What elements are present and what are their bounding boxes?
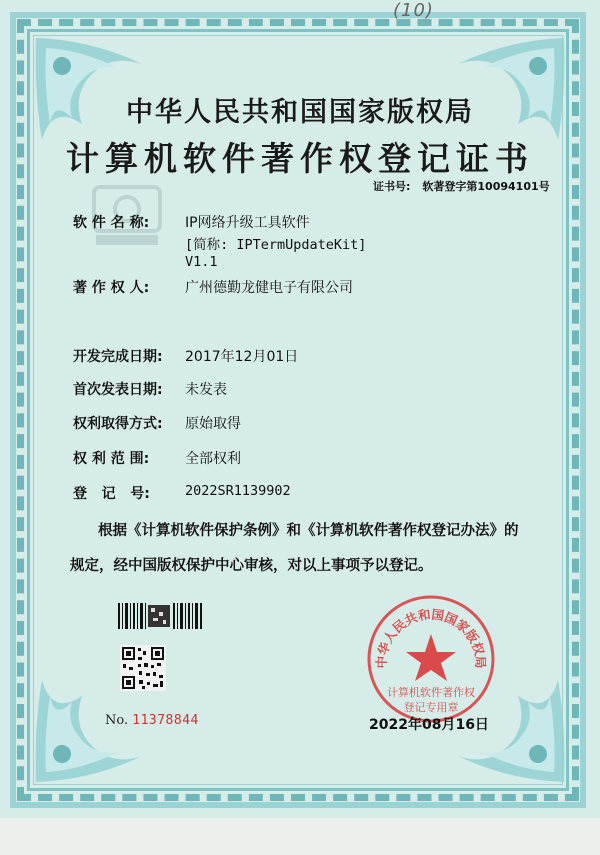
acquisition-value: 原始取得	[185, 416, 241, 432]
field-registration-no	[73, 483, 291, 503]
qr-code-icon	[120, 645, 166, 691]
handwritten-mark: (10)	[393, 0, 434, 21]
certificate-number-label: 证书号:	[373, 180, 411, 193]
field-completion-date	[73, 346, 299, 366]
registration-no-value: 2022SR1139902	[185, 483, 291, 499]
seal-inner-line-2: 登记专用章	[403, 701, 459, 714]
field-copyright-owner	[73, 277, 353, 297]
field-acquisition	[73, 413, 241, 433]
seal-outer-text: 中华人民共和国国家版权局	[373, 606, 489, 669]
serial-number	[105, 713, 199, 728]
field-scope	[73, 448, 241, 468]
completion-date-label: 开发完成日期:	[73, 349, 163, 365]
completion-date-value: 2017年12月01日	[185, 349, 299, 365]
field-software-name	[73, 212, 310, 232]
registration-no-label: 登 记 号:	[73, 486, 150, 502]
statement-line-2: 规定，经中国版权保护中心审核，对以上事项予以登记。	[70, 558, 433, 574]
certificate-title: 计算机软件著作权登记证书	[66, 139, 534, 178]
official-seal-stamp	[364, 592, 498, 726]
software-version: V1.1	[185, 254, 218, 270]
issue-date: 2022年08月16日	[369, 717, 489, 733]
copyright-owner-value: 广州德勤龙健电子有限公司	[185, 280, 353, 296]
seal-inner-line-1: 计算机软件著作权	[387, 686, 475, 699]
statement-line-1: 根据《计算机软件保护条例》和《计算机软件著作权登记办法》的	[98, 523, 519, 539]
scope-value: 全部权利	[185, 451, 241, 467]
serial-value: 11378844	[132, 713, 199, 728]
field-first-publish	[73, 379, 227, 399]
acquisition-label: 权利取得方式:	[73, 416, 163, 432]
software-short-name: [简称: IPTermUpdateKit]	[185, 237, 367, 253]
first-publish-value: 未发表	[185, 382, 227, 398]
corner-ornament-bottom-left	[32, 676, 152, 786]
serial-prefix: No.	[105, 713, 129, 728]
issuer-title: 中华人民共和国国家版权局	[126, 97, 474, 128]
software-name-value: IP网络升级工具软件	[185, 215, 310, 231]
software-name-label: 软 件 名 称:	[73, 215, 150, 231]
certificate-number-value: 软著登字第10094101号	[422, 180, 550, 193]
certificate-number	[373, 178, 550, 194]
first-publish-label: 首次发表日期:	[73, 382, 163, 398]
scope-label: 权 利 范 围:	[73, 451, 150, 467]
barcode-icon	[118, 603, 202, 629]
scan-margin	[0, 818, 600, 855]
copyright-owner-label: 著 作 权 人:	[73, 280, 150, 296]
